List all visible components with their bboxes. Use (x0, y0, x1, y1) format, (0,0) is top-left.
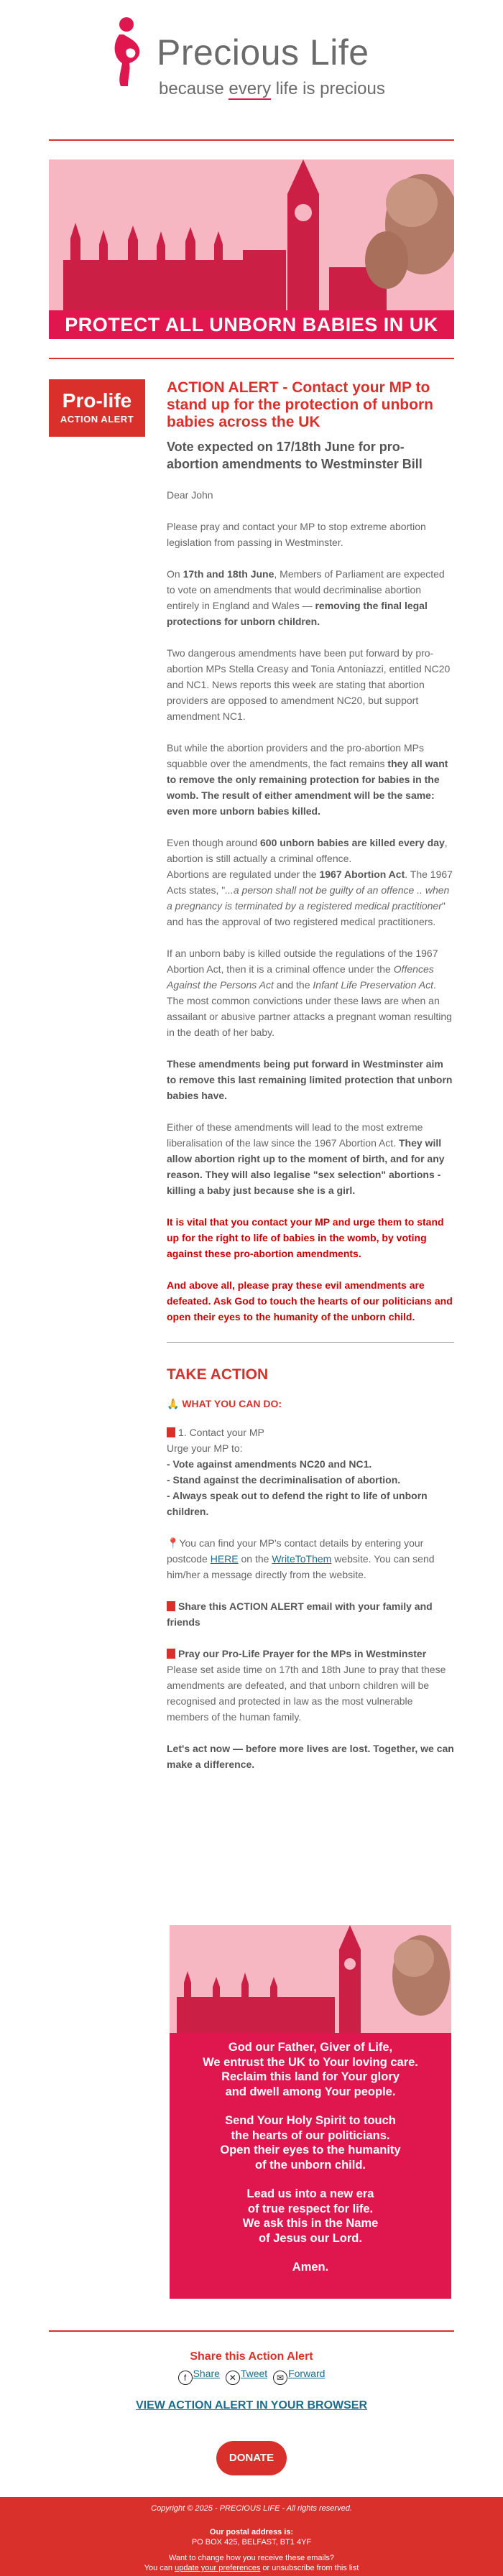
closing-call: Let's act now — before more lives are lost. Together, we can make a difference. (167, 1743, 454, 1770)
footer (0, 2497, 503, 2576)
postal-label: Our postal address is: (209, 2528, 294, 2536)
paragraph: Either of these amendments will lead to the most extreme liberalisation of the law since the 1967 Abortion Act. They will allow abortion right up to the moment of birth, and for any reason. They will also legalise "sex selection" abortions - killing a baby just because she is a girl. (167, 1121, 445, 1196)
greeting: Dear John (167, 489, 213, 501)
preferences-question: Want to change how you receive these emails? (168, 2554, 335, 2562)
find-mp-instructions: 📍You can find your MP's contact details by entering your postcode HERE on the WriteToThem website. You can send him/her a message directly from the website. (167, 1537, 435, 1580)
postal-address: PO BOX 425, BELFAST, BT1 4YF (191, 2538, 312, 2547)
share-button[interactable]: f Share (178, 2368, 220, 2385)
pin-icon: 📍 (167, 1537, 180, 1549)
westminster-illustration (49, 159, 454, 310)
badge-line1: Pro-life (62, 389, 132, 412)
take-action-heading: TAKE ACTION (167, 1366, 269, 1383)
praying-hands-icon: 🙏 (167, 1398, 180, 1409)
paragraph: Two dangerous amendments have been put forward by pro-abortion MPs Stella Creasy and Tonia Antoniazzi, entitled NC20 and NC1. News reports this week are stating that abortion providers are opposed to amendment NC20, but support amendment NC1. (167, 647, 451, 722)
divider (167, 1342, 454, 1343)
paragraph: These amendments being put forward in Westminster aim to remove this last remaining limited protection that unborn babies have. (167, 1058, 453, 1101)
email-icon: ✉ (273, 2371, 287, 2385)
divider (49, 2330, 454, 2332)
writetothem-link[interactable]: WriteToThem (272, 1553, 332, 1565)
westminster-illustration (170, 1925, 451, 2033)
precious-life-logo[interactable] (106, 16, 408, 98)
red-square-icon (167, 1601, 175, 1611)
alert-title: ACTION ALERT - Contact your MP to stand up for the protection of unborn babies across the UK (167, 379, 433, 430)
x-twitter-icon: ✕ (226, 2371, 240, 2385)
paragraph: If an unborn baby is killed outside the regulations of the 1967 Abortion Act, then it is a criminal offence under the Offences Against the Persons Act and the Infant Life Preservation Act. The most common convictions under these laws are when an assailant or abusive partner attacks a pregnant woman resulting in the death of her baby. (167, 948, 452, 1038)
donate-button[interactable]: DONATE (216, 2441, 287, 2475)
step-pray: Pray our Pro-Life Prayer for the MPs in Westminster Please set aside time on 17th and 18th June to pray that these amendments are defeated, and that unborn children will be recognised and protected in law as the most vulnerable members of the human family. (167, 1648, 446, 1723)
unsubscribe-link[interactable]: or unsubscribe from this list (260, 2564, 359, 2572)
red-square-icon (167, 1649, 175, 1659)
paragraph: Please pray and contact your MP to stop extreme abortion legislation from passing in Westminster. (167, 521, 426, 548)
copyright: Copyright © 2025 - PRECIOUS LIFE - All rights reserved. (151, 2504, 352, 2513)
badge-line2: ACTION ALERT (60, 414, 134, 425)
divider (49, 358, 454, 359)
paragraph-highlight: It is vital that you contact your MP and urge them to stand up for the right to life of babies in the womb, by voting against these pro-abortion amendments. (167, 1216, 444, 1259)
article-body (167, 379, 454, 1772)
brand-name: Precious Life (157, 32, 369, 73)
step-contact-mp: 1. Contact your MP Urge your MP to: - Vote against amendments NC20 and NC1. - Stand against the decriminalisation of abortion. - Always speak out to defend the right to life of unborn children. (167, 1427, 428, 1517)
prayer-card (170, 1925, 451, 2299)
forward-button[interactable]: ✉ Forward (273, 2368, 325, 2385)
prayer-text: God our Father, Giver of Life, We entrust the UK to Your loving care. Reclaim this land for Your glory and dwell among Your people. Send Your Holy Spirit to touch the hearts of our politicians. Open their eyes to the humanity of the unborn child. Lead us into a new era of true respect for life. We ask this in the Name of Jesus our Lord. Amen. (203, 2041, 418, 2274)
hero-banner (49, 159, 454, 339)
step-share: Share this ACTION ALERT email with your family and friends (167, 1600, 433, 1628)
view-in-browser-link[interactable]: VIEW ACTION ALERT IN YOUR BROWSER (135, 2399, 368, 2411)
share-title: Share this Action Alert (190, 2350, 313, 2363)
pro-life-action-alert-badge (49, 379, 145, 437)
pregnant-woman-logo-icon (106, 16, 149, 88)
paragraph-highlight: And above all, please pray these evil amendments are defeated. Ask God to touch the hearts of our politicians and open their eyes to the humanity of the unborn child. (167, 1279, 453, 1322)
share-row (0, 2368, 503, 2385)
alert-subtitle: Vote expected on 17/18th June for pro-abortion amendments to Westminster Bill (167, 440, 423, 471)
what-you-can-do: 🙏 WHAT YOU CAN DO: (167, 1398, 282, 1409)
banner-caption: PROTECT ALL UNBORN BABIES IN UK (49, 310, 454, 339)
update-preferences-link[interactable]: update your preferences (175, 2564, 261, 2572)
brand-tagline: because every life is precious (159, 79, 385, 98)
divider (49, 139, 454, 141)
paragraph: But while the abortion providers and the pro-abortion MPs squabble over the amendments, the fact remains they all want to remove the only remaining protection for babies in the womb. The result of either amendment will be the same: even more unborn babies killed. (167, 742, 448, 817)
paragraph: On 17th and 18th June, Members of Parliament are expected to vote on amendments that would decriminalise abortion entirely in England and Wales — removing the final legal protections for unborn children. (167, 568, 445, 627)
paragraph: Even though around 600 unborn babies are killed every day, abortion is still actually a criminal offence. Abortions are regulated under the 1967 Abortion Act. The 1967 Acts states, "...a person shall not be guilty of an offence .. when a pregnancy is terminated by a registered medical practitioner" and has the approval of two registered medical practitioners. (167, 837, 453, 927)
facebook-icon: f (178, 2371, 193, 2385)
preferences-links: You can update your preferences or unsubscribe from this list (144, 2564, 359, 2572)
here-link[interactable]: HERE (210, 1553, 239, 1565)
tweet-button[interactable]: ✕ Tweet (226, 2368, 267, 2385)
red-square-icon (167, 1427, 175, 1437)
